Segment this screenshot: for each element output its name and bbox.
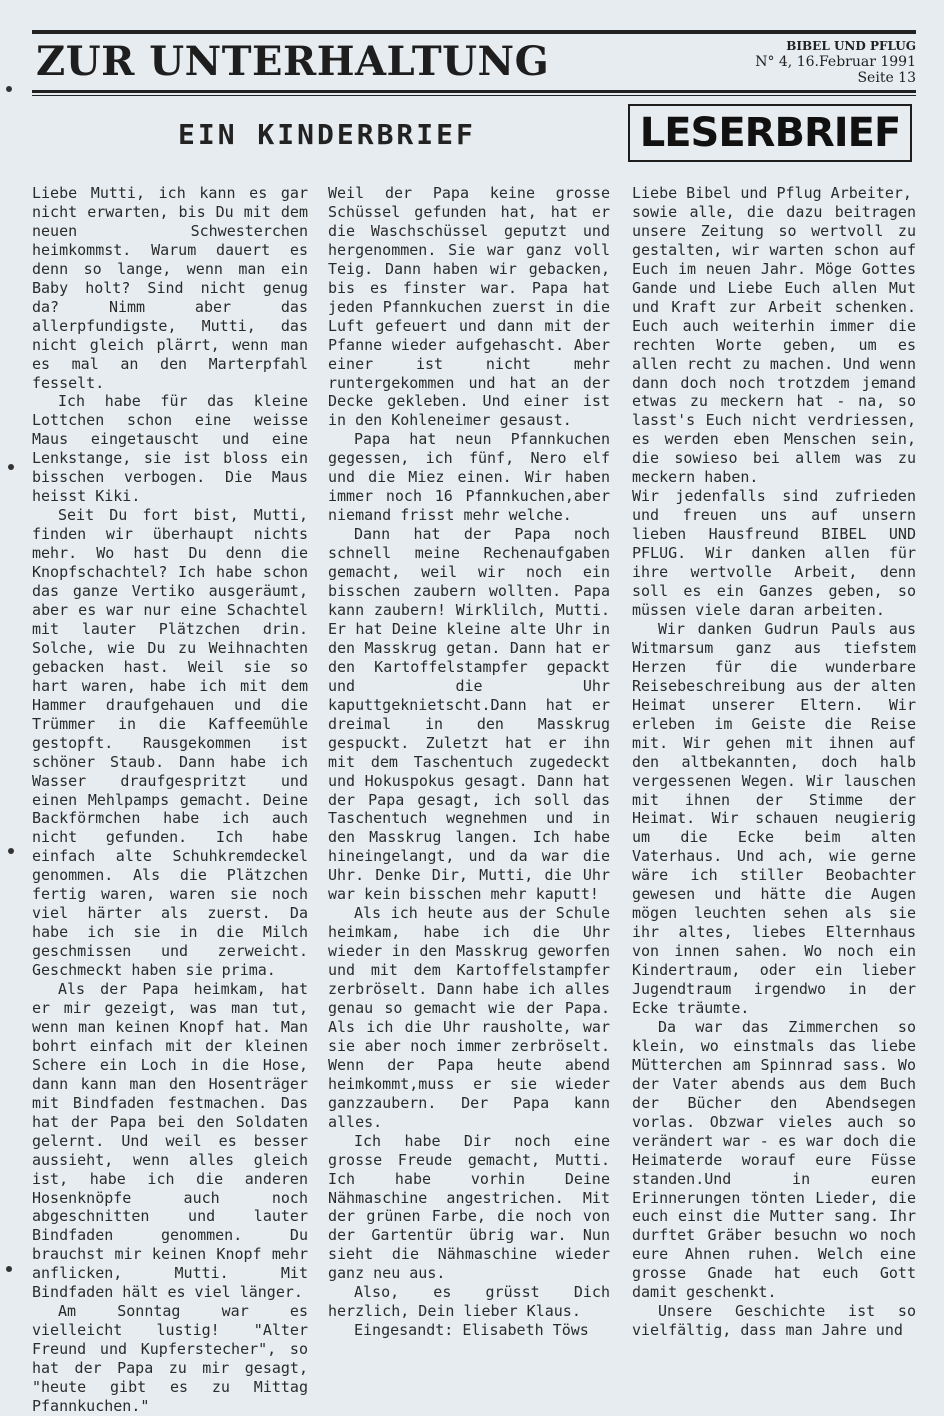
binder-hole-mark [6, 86, 12, 92]
publication-name: BIBEL UND PFLUG [786, 39, 916, 53]
header-rule-top [32, 30, 916, 34]
paragraph: Wir danken Gudrun Pauls aus Witmarsum ganz aus tiefstem Herzen für die wunderbare Reisebeschreibung aus der alten Heimat unserer Eltern. Wir erleben im Geiste die Reise mit. Wir gehen mit ihnen auf den altbekannten, doch halb vergessenen Wegen. Wir lauschen mit ihnen der Stimme der Heimat. Wir schauen neugierig um die Ecke beim alten Vaterhaus. Und ach, wie gerne wäre ich stiller Beobachter gewesen und hätte die Augen mögen leuchten sehen als sie ihr altes, liebes Elternhaus von innen sahen. Wo noch ein Kindertraum, oder ein lieber Jugendtraum irgendwo in der Ecke träumte. [632, 619, 916, 1017]
header-rule-bottom [32, 90, 916, 93]
paragraph: Weil der Papa keine grosse Schüssel gefunden hat, hat er die Waschschüssel geputzt und hergenommen. Sie war ganz voll Teig. Dann haben wir gebacken, bis es finster war. Papa hat jeden Pfannkuchen zuerst in die Luft gefeuert und dann mit der Pfanne wieder aufgehascht. Aber einer ist nicht mehr runtergekommen und hat an der Decke gekleben. Und einer ist in den Kohleneimer gesaust. [328, 184, 610, 430]
issue-meta [755, 38, 916, 86]
paragraph: Da war das Zimmerchen so klein, wo einstmals das liebe Mütterchen am Spinnrad sass. Wo der Vater abends aus dem Buch der Bücher den Abendsegen vorlas. Obzwar vieles auch so verändert war - es war doch die Heimaterde worauf eure Füsse standen.Und in euren Erinnerungen tönten Lieder, die euch einst die Mutter sang. Ihr durftet Gräber besuchn wo noch eure Ahnen ruhen. Welch eine grosse Gnade hat euch Gott damit geschenkt. [632, 1017, 916, 1302]
issue-date: N° 4, 16.Februar 1991 [755, 54, 916, 70]
header-rule-bottom-thin [32, 95, 916, 96]
page-number: Seite 13 [857, 70, 916, 86]
binder-hole-mark [6, 1266, 12, 1272]
paragraph: Also, es grüsst Dich herzlich, Dein lieber Klaus. [328, 1283, 610, 1321]
paragraph: Ich habe Dir noch eine grosse Freude gemacht, Mutti. Ich habe vorhin Deine Nähmaschine angestrichen. Mit der grünen Farbe, die noch von der Gartentür übrig war. Nun sieht die Nähmaschine wieder ganz neu aus. [328, 1131, 610, 1283]
paragraph: Als der Papa heimkam, hat er mir gezeigt, was man tut, wenn man keinen Knopf hat. Man bohrt einfach mit der kleinen Schere ein Loch in die Hose, dann kann man den Hosenträger mit Bindfaden festmachen. Das hat der Papa bei den Soldaten gelernt. Und weil es besser aussieht, wenn alles gleich ist, habe ich die anderen Hosenknöpfe auch noch abgeschnitten und lauter Bindfaden genommen. Du brauchst mir keinen Knopf mehr anflicken, Mutti. Mit Bindfaden hält es viel länger. [32, 980, 308, 1302]
paragraph: Unsere Geschichte ist so vielfältig, dass man Jahre und [632, 1302, 916, 1340]
paragraph: sowie alle, die dazu beitragen unsere Zeitung so wertvoll zu gestalten, wir warten schon auf Euch im neuen Jahr. Möge Gottes Gande und Liebe Euch allen Mut und Kraft zur Arbeit schenken. Euch auch weiterhin immer die rechten Worte geben, um es allen recht zu machen. Und wenn dann doch noch trotzdem jemand etwas zu meckern hat - na, so lasst's Euch nicht verdriessen, es werden eben Menschen sein, die sowieso bei allem was zu meckern haben. [632, 202, 916, 487]
article-heading-kinderbrief: EIN KINDERBRIEF [178, 118, 476, 151]
column-2 [328, 184, 610, 1340]
column-3 [632, 184, 916, 1340]
paragraph: Dann hat der Papa noch schnell meine Rechenaufgaben gemacht, weil wir noch ein bisschen zaubern wollten. Papa kann zaubern! Wirklilch, Mutti. Er hat Deine kleine alte Uhr in den Masskrug getan. Dann hat er den Kartoffelstampfer gepackt und die Uhr kaputtgeknietscht.Dann hat er dreimal in den Masskrug gespuckt. Zuletzt hat er ihn mit dem Taschentuch zugedeckt und Hokuspokus gesagt. Dann hat der Papa gesagt, ich soll das Taschentuch wegnehmen und in den Masskrug langen. Ich habe hineingelangt, und da war die Uhr. Denke Dir, Mutti, die Uhr war kein bisschen mehr kaputt! [328, 525, 610, 904]
paragraph: Als ich heute aus der Schule heimkam, habe ich die Uhr wieder in den Masskrug geworfen und mit dem Kartoffelstampfer zerbröselt. Dann habe ich alles genau so gemacht wie der Papa. Als ich die Uhr rausholte, war sie aber noch immer zerbröselt. Wenn der Papa heute abend heimkommt,muss er sie wieder ganzzaubern. Der Papa kann alles. [328, 904, 610, 1131]
paragraph: Seit Du fort bist, Mutti, finden wir überhaupt nichts mehr. Wo hast Du denn die Knopfschachtel? Ich habe schon das ganze Vertiko ausgeräumt, aber es war nur eine Schachtel mit lauter Plätzchen drin. Solche, wie Du zu Weihnachten gebacken hast. Weil sie so hart waren, habe ich mit dem Hammer draufgehauen und die Trümmer in die Kaffeemühle gestopft. Rausgekommen ist schöner Staub. Dann habe ich Wasser draufgespritzt und einen Mehlpamps gemacht. Deine Backförmchen habe ich auch nicht gefunden. Ich habe einfach alte Schuhkremdeckel genommen. Als die Plätzchen fertig waren, waren sie noch viel härter als zuerst. Da habe ich sie in die Milch geschmissen und zerweicht. Geschmeckt haben sie prima. [32, 506, 308, 980]
section-title: ZUR UNTERHALTUNG [36, 38, 550, 85]
binder-hole-mark [8, 464, 14, 470]
article-heading-leserbrief: LESERBRIEF [639, 110, 901, 156]
article-heading-box-leserbrief [628, 104, 912, 162]
column-1 [32, 184, 308, 1416]
binder-hole-mark [8, 848, 14, 854]
paragraph: Ich habe für das kleine Lottchen schon eine weisse Maus eingetauscht und eine Lenkstange, sie ist bloss ein bisschen verbogen. Die Maus heisst Kiki. [32, 392, 308, 506]
paragraph: Papa hat neun Pfannkuchen gegessen, ich fünf, Nero elf und die Miez einen. Wir haben immer noch 16 Pfannkuchen,aber niemand frisst mehr welche. [328, 430, 610, 525]
article-signature: Eingesandt: Elisabeth Töws [354, 1321, 589, 1340]
salutation: Liebe Bibel und Pflug Arbeiter, [632, 184, 912, 202]
paragraph: Am Sonntag war es vielleicht lustig! "Alter Freund und Kupferstecher", so hat der Papa zu mir gesagt, "heute gibt es zu Mittag Pfannkuchen." [32, 1302, 308, 1415]
paragraph: Liebe Mutti, ich kann es gar nicht erwarten, bis Du mit dem neuen Schwesterchen heimkommst. Warum dauert es denn so lange, wenn man ein Baby holt? Sind nicht genug da? Nimm aber das allerpfundigste, Mutti, das nicht gleich plärrt, wenn man es mal an den Marterpfahl fesselt. [32, 184, 308, 392]
paragraph: Wir jedenfalls sind zufrieden und freuen uns auf unsern lieben Hausfreund BIBEL UND PFLUG. Wir danken allen für ihre wertvolle Arbeit, denn soll es ein Ganzes geben, so müssen viele daran arbeiten. [632, 487, 916, 619]
